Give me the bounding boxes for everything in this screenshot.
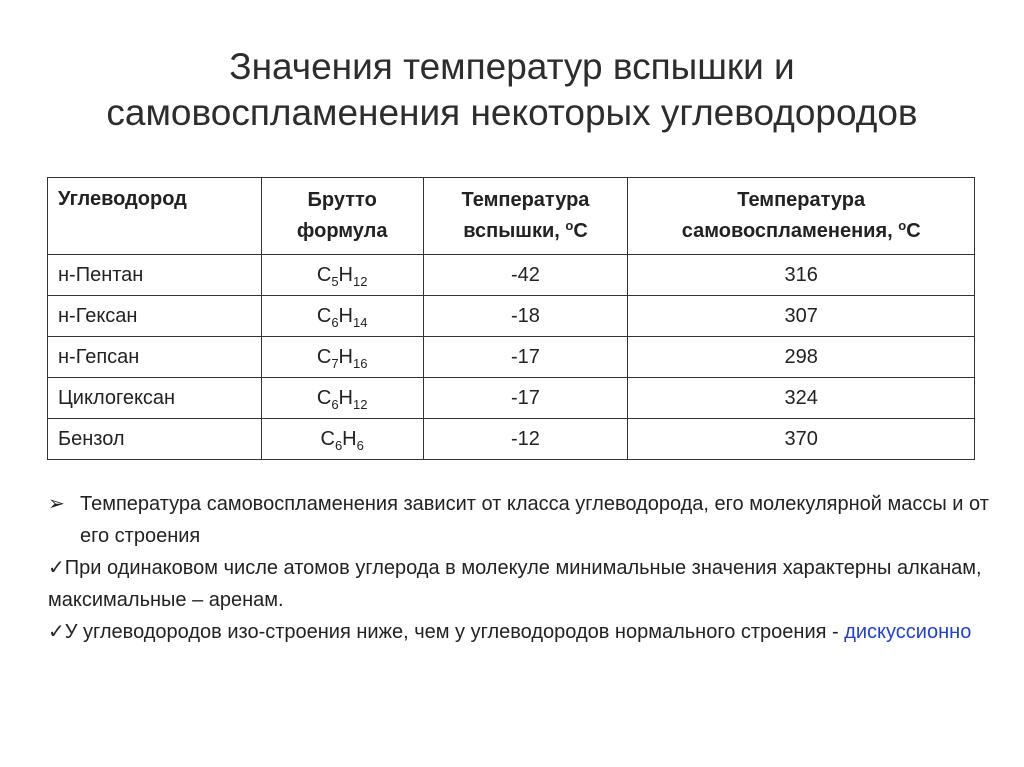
note-item	[48, 552, 998, 616]
title-line-2: самовоспламенения некоторых углеводородов	[106, 92, 918, 133]
cell-name: н-Пентан	[48, 255, 262, 296]
table-row	[48, 337, 975, 378]
slide-title	[0, 44, 1024, 136]
arrow-bullet-icon: ➢	[48, 493, 65, 515]
check-icon: ✓	[48, 557, 65, 579]
cell-flash: -17	[423, 378, 628, 419]
title-line-1: Значения температур вспышки и	[229, 46, 795, 87]
cell-name: н-Гексан	[48, 296, 262, 337]
cell-name: Бензол	[48, 419, 262, 460]
cell-auto: 307	[628, 296, 975, 337]
notes-list	[48, 488, 998, 648]
table-row	[48, 255, 975, 296]
cell-name: Циклогексан	[48, 378, 262, 419]
header-flash-temp: Температура вспышки, $^o$С	[423, 178, 628, 255]
cell-flash: -12	[423, 419, 628, 460]
note-item	[48, 488, 998, 552]
cell-formula: $С_7Н_{16}$	[261, 337, 423, 378]
cell-auto: 324	[628, 378, 975, 419]
cell-flash: -18	[423, 296, 628, 337]
note-text: У углеводородов изо-строения ниже, чем у углеводородов нормального строения -	[64, 621, 845, 643]
cell-auto: 298	[628, 337, 975, 378]
note-text: Температура самовоспламенения зависит от класса углеводорода, его молекулярной массы и от его строения	[80, 493, 989, 547]
cell-auto: 370	[628, 419, 975, 460]
note-item	[48, 616, 998, 648]
table-row	[48, 378, 975, 419]
cell-formula: $С_5Н_{12}$	[261, 255, 423, 296]
cell-flash: -17	[423, 337, 628, 378]
cell-formula: $С_6Н_6$	[261, 419, 423, 460]
cell-formula: $С_6Н_{12}$	[261, 378, 423, 419]
cell-flash: -42	[423, 255, 628, 296]
cell-name: н-Гепсан	[48, 337, 262, 378]
discussion-link[interactable]: дискуссионно	[844, 621, 972, 643]
header-formula: Брутто формула	[261, 178, 423, 255]
table-header-row	[48, 178, 975, 255]
table-row	[48, 419, 975, 460]
hydrocarbon-table	[47, 177, 975, 460]
header-autoignition-temp: Температура самовоспламенения, $^o$С	[628, 178, 975, 255]
check-icon: ✓	[48, 621, 65, 643]
cell-formula: $С_6Н_{14}$	[261, 296, 423, 337]
header-hydrocarbon: Углеводород	[48, 178, 262, 255]
table-row	[48, 296, 975, 337]
cell-auto: 316	[628, 255, 975, 296]
note-text: При одинаковом числе атомов углерода в молекуле минимальные значения характерны алканам, максимальные – аренам.	[48, 557, 982, 611]
